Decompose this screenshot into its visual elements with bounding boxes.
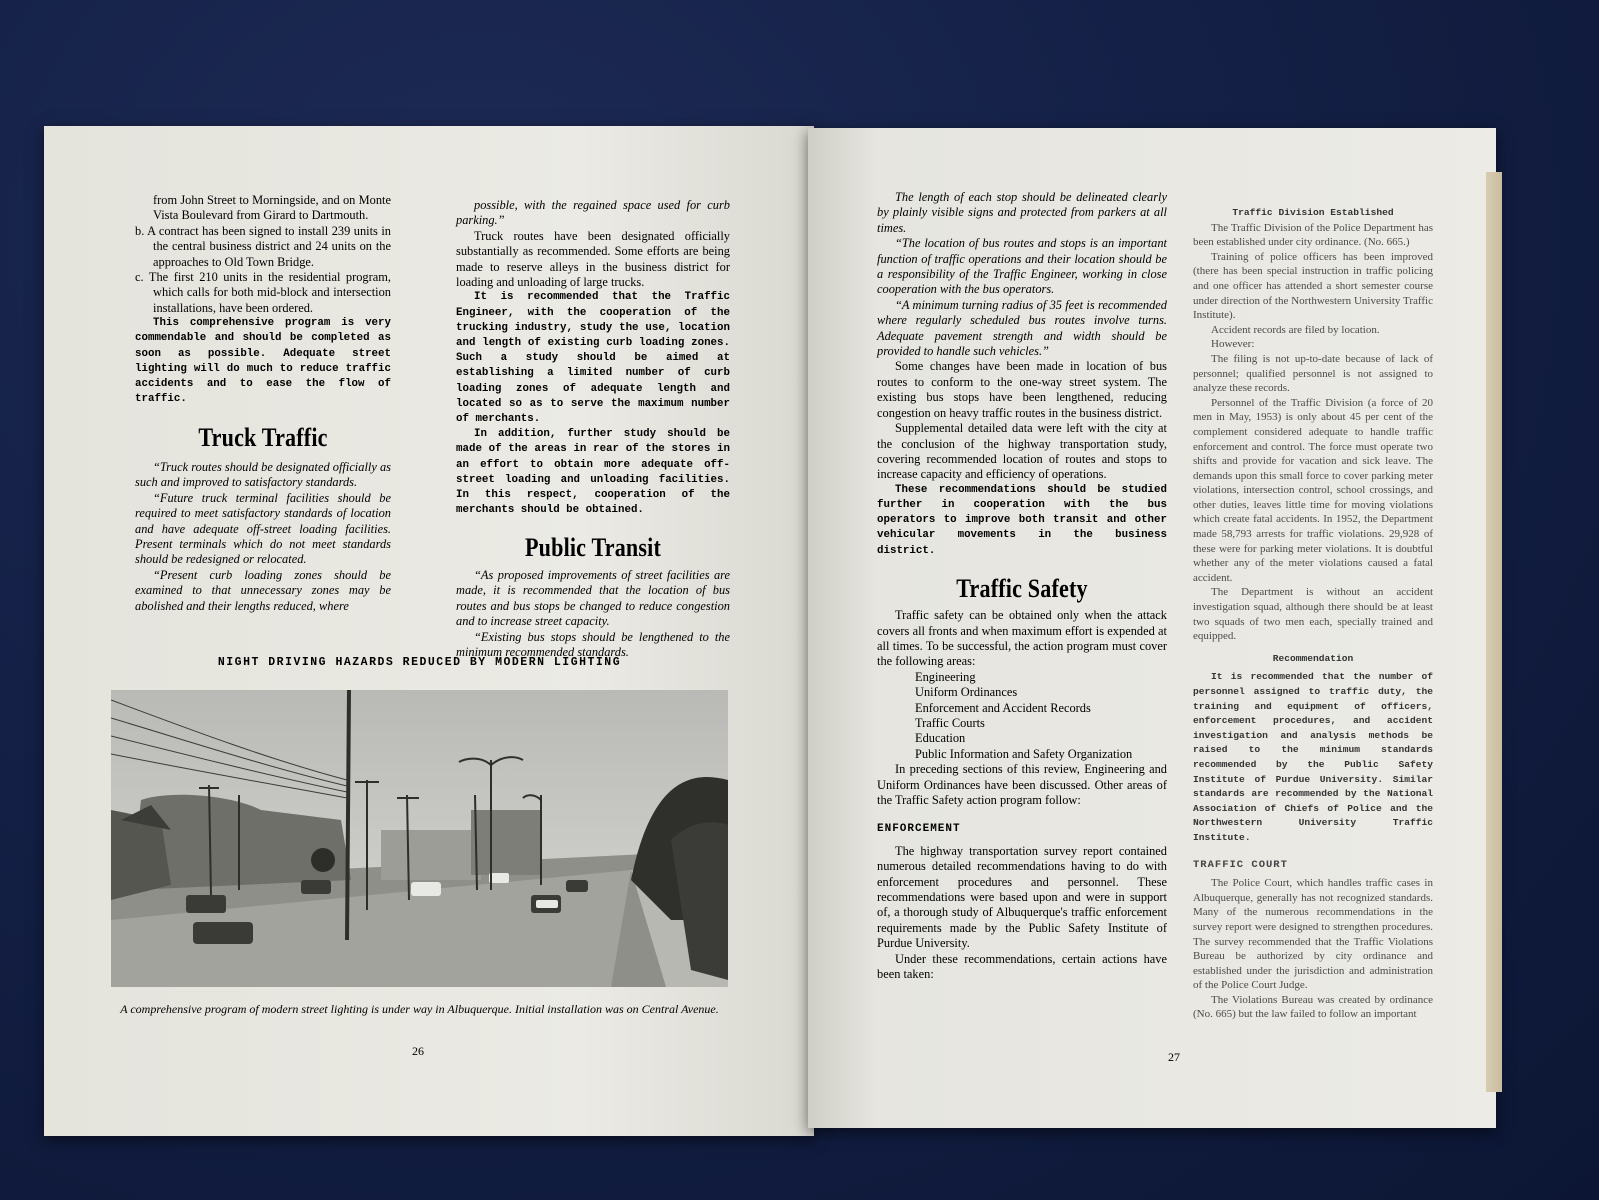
body-paragraph: In preceding sections of this review, Engineering and Uniform Ordinances have been discussed. Other areas of the Traffic Safety action program follow: — [877, 762, 1167, 808]
page-number-left: 26 — [412, 1044, 424, 1058]
list-item-c: c. The first 210 units in the residential program, which calls for both mid-block and intersection installations, have been ordered. — [135, 270, 391, 315]
public-transit-heading: Public Transit — [524, 533, 662, 563]
quote-continuation: The length of each stop should be delineated clearly by plainly visible signs and protected from parkers at all times. — [877, 190, 1167, 235]
body-paragraph: Under these recommendations, certain actions have been taken: — [877, 951, 1167, 982]
right-column-2 — [1193, 206, 1433, 1022]
left-column-1 — [135, 193, 391, 614]
recommendation-paragraph: In addition, further study should be made of the areas in rear of the stores in an effort to obtain more adequate off-street loading and unloading facilities. In this respect, cooperation of the merchants should be obtained. — [456, 428, 730, 517]
body-paragraph: The Traffic Division of the Police Department has been established under city ordinance. (No. 665.) — [1193, 221, 1433, 249]
quote-paragraph: “Truck routes should be designated officially as such and improved to satisfactory standards. — [135, 459, 391, 490]
body-paragraph: The Department is without an accident investigation squad, although there should be at least two squads of two men each, specially trained and equipped. — [1193, 586, 1433, 643]
list-item-b: b. A contract has been signed to install 239 units in the central business district and 24 units on the approaches to Old Town Bridge. — [135, 223, 391, 269]
enforcement-heading: ENFORCEMENT — [877, 823, 961, 836]
quote-paragraph: “Future truck terminal facilities should be required to meet satisfactory standards of location and have adequate off-street loading facilities. Present terminals which do not meet standards should be redesigned or relocated. — [135, 490, 391, 567]
list-item: Enforcement and Accident Records — [915, 700, 1091, 715]
photo-title: NIGHT DRIVING HAZARDS REDUCED BY MODERN LIGHTING — [217, 656, 622, 669]
body-paragraph: Some changes have been made in location of bus routes to conform to the one-way street system. The existing bus stops have been lengthened, reducing congestion on heavy traffic routes in the business district. — [877, 359, 1167, 420]
body-paragraph: Supplemental detailed data were left with the city at the conclusion of the highway transportation study, covering recommended location of routes and stops to increase capacity and efficiency of operations. — [877, 421, 1167, 482]
quote-paragraph: “Existing bus stops should be lengthened to the minimum recommended standards. — [456, 629, 730, 659]
body-paragraph: Truck routes have been designated officially substantially as recommended. Some efforts are being made to reserve alleys in the business district for loading and unloading of large trucks. — [456, 228, 730, 290]
quote-continuation: possible, with the regained space used for curb parking.” — [456, 198, 730, 228]
body-paragraph: The highway transportation survey report contained numerous detailed recommendations having to do with enforcement procedures and personnel. These recommendations were based upon and were in support of, a thorough study of Albuquerque's traffic enforcement requirements made by the Public Safety Institute of Purdue University. — [877, 843, 1167, 951]
body-paragraph: The Violations Bureau was created by ordinance (No. 665) but the law failed to follow an important — [1193, 993, 1433, 1021]
photo-caption: A comprehensive program of modern street lighting is under way in Albuquerque. Initial installation was on Central Avenue. — [120, 1002, 719, 1016]
recommendation-paragraph: These recommendations should be studied further in cooperation with the bus operators to improve both transit and other vehicular movements in the business district. — [877, 483, 1167, 557]
list-item: Engineering — [915, 669, 976, 684]
recommendation-paragraph: It is recommended that the Traffic Engineer, with the cooperation of the trucking industry, study the use, location and length of existing curb loading zones. Such a study should be aimed at establishing a limited number of curb loading zones of adequate length and located so as to serve the maximum number of merchants. — [456, 291, 730, 426]
quote-paragraph: “The location of bus routes and stops is an important function of traffic operations and their location should be a responsibility of the Traffic Engineer, working in close cooperation with the bus operators. — [877, 236, 1167, 297]
quote-paragraph: “As proposed improvements of street facilities are made, it is recommended that the location of bus routes and bus stops be changed to reduce congestion and to increase street capacity. — [456, 567, 730, 629]
page-number-right: 27 — [1168, 1050, 1180, 1064]
page-edge — [1486, 172, 1502, 1092]
body-paragraph: Accident records are filed by location. — [1211, 323, 1380, 336]
body-paragraph: The Police Court, which handles traffic cases in Albuquerque, generally has not recognized standards. Many of the numerous recommendations in the survey report were designed to strengthen procedures. The survey recommended that the Traffic Violations Bureau be authorized by city ordinance and established under the jurisdiction and administration of the Police Court Judge. — [1193, 877, 1433, 992]
list-item: Uniform Ordinances — [915, 685, 1018, 700]
street-lighting-photo — [111, 690, 728, 987]
truck-traffic-heading: Truck Traffic — [198, 423, 328, 453]
traffic-safety-heading: Traffic Safety — [956, 573, 1088, 603]
body-paragraph: Personnel of the Traffic Division (a force of 20 men in May, 1953) is only about 45 per cent of the complement considered adequate to handle traffic enforcement and control. The force must operate two shifts and provide for vacation and sick leave. The demands upon this small force to cover parking meter violations, intersection control, school crossings, and other duties, leaves little time for moving violations which create fatal accidents. In 1952, the Department made 58,793 arrests for traffic violations. 29,928 of these were for parking meter violations. It is doubtful whether any of the meter violations caused a fatal accident. — [1193, 396, 1433, 584]
safety-areas-list — [877, 670, 1167, 762]
quote-paragraph: “Present curb loading zones should be examined to that unnecessary zones may be abolished and their lengths reduced, where — [135, 567, 391, 613]
left-column-2 — [456, 198, 730, 660]
list-continuation: from John Street to Morningside, and on Monte Vista Boulevard from Girard to Dartmouth. — [153, 193, 391, 223]
body-paragraph: Traffic safety can be obtained only when the attack covers all fronts and when maximum effort is expended at all times. To be successful, the action program must cover the following areas: — [877, 608, 1167, 669]
recommendation-heading: Recommendation — [1272, 652, 1354, 664]
traffic-court-heading: TRAFFIC COURT — [1193, 858, 1288, 871]
body-paragraph: Training of police officers has been improved (there has been special instruction in traffic policing and one officer has attended a short semester course under direction of the Northwestern University Traffic Institute). — [1193, 250, 1433, 322]
right-column-1 — [877, 190, 1167, 982]
list-item: Public Information and Safety Organization — [915, 746, 1133, 761]
recommendation-paragraph: This comprehensive program is very commendable and should be completed as soon as possible. Adequate street lighting will do much to reduce traffic accidents and to ease the flow of traffic. — [135, 317, 391, 406]
body-paragraph: However: — [1211, 338, 1255, 351]
list-item: Education — [915, 731, 966, 746]
recommendation-paragraph: It is recommended that the number of personnel assigned to traffic duty, the training and equipment of officers, enforcement procedures, and accident investigation and analysis methods be raised to the minimum standards recommended by the Public Safety Institute of Purdue University. Similar standards are recommended by the National Association of Chiefs of Police and the Northwestern University Traffic Institute. — [1193, 671, 1433, 843]
traffic-division-heading: Traffic Division Established — [1232, 207, 1394, 218]
body-paragraph: The filing is not up-to-date because of lack of personnel; qualified personnel is not assigned to analyze these records. — [1193, 352, 1433, 395]
list-item: Traffic Courts — [915, 715, 985, 730]
quote-paragraph: “A minimum turning radius of 35 feet is recommended where regularly scheduled bus routes involve turns. Adequate pavement strength and width should be provided to handle such vehicles.” — [877, 297, 1167, 359]
